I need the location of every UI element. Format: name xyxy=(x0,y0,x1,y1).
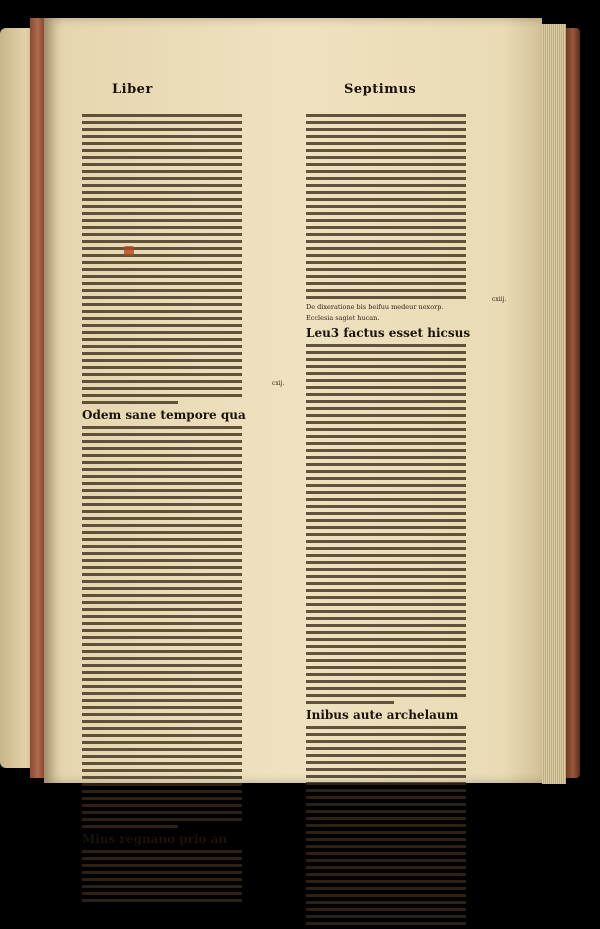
text-line xyxy=(82,380,242,383)
text-line xyxy=(306,365,466,368)
text-line xyxy=(306,687,466,690)
text-line xyxy=(82,685,242,688)
text-line xyxy=(82,128,242,131)
text-line xyxy=(306,922,466,925)
text-line xyxy=(306,901,466,904)
text-line xyxy=(306,915,466,918)
text-line xyxy=(82,219,242,222)
text-line xyxy=(306,575,466,578)
text-line xyxy=(82,825,178,828)
text-line xyxy=(82,713,242,716)
text-line xyxy=(82,401,178,404)
text-line xyxy=(306,747,466,750)
text-line xyxy=(306,247,466,250)
text-line xyxy=(306,205,466,208)
text-line xyxy=(82,503,242,506)
section-heading: Leu3 factus esset hicsus xyxy=(306,326,471,340)
text-line xyxy=(306,610,466,613)
text-line xyxy=(82,426,242,429)
text-line xyxy=(82,538,242,541)
text-line xyxy=(306,782,466,785)
text-line xyxy=(82,454,242,457)
text-line xyxy=(82,545,242,548)
text-line xyxy=(306,114,466,117)
folio-right: cxiij. xyxy=(492,296,507,303)
text-line xyxy=(82,692,242,695)
text-line xyxy=(306,561,466,564)
text-line xyxy=(306,789,466,792)
text-line xyxy=(306,142,466,145)
text-line xyxy=(82,734,242,737)
text-line xyxy=(306,887,466,890)
text-line xyxy=(82,254,242,257)
text-line xyxy=(82,615,242,618)
text-line xyxy=(82,135,242,138)
text-line xyxy=(306,226,466,229)
text-line xyxy=(306,156,466,159)
text-line xyxy=(306,568,466,571)
text-line xyxy=(306,351,466,354)
text-line xyxy=(82,191,242,194)
text-line xyxy=(82,762,242,765)
text-line xyxy=(306,184,466,187)
text-line xyxy=(82,650,242,653)
text-line xyxy=(82,531,242,534)
text-line xyxy=(82,885,242,888)
text-line xyxy=(82,261,242,264)
text-line xyxy=(82,864,242,867)
text-line xyxy=(306,198,466,201)
text-line xyxy=(306,838,466,841)
text-line xyxy=(306,617,466,620)
text-line xyxy=(82,899,242,902)
text-line xyxy=(306,421,466,424)
text-line xyxy=(82,573,242,576)
text-line xyxy=(82,226,242,229)
text-line xyxy=(306,386,466,389)
text-line xyxy=(82,608,242,611)
text-line xyxy=(82,331,242,334)
text-line xyxy=(82,114,242,117)
text-line xyxy=(306,873,466,876)
text-line xyxy=(82,475,242,478)
text-line xyxy=(306,505,466,508)
text-line xyxy=(82,871,242,874)
text-line xyxy=(306,540,466,543)
text-line xyxy=(306,768,466,771)
right-column xyxy=(306,114,471,929)
text-line xyxy=(306,775,466,778)
text-line xyxy=(306,894,466,897)
text-line xyxy=(82,559,242,562)
text-line xyxy=(82,804,242,807)
text-line xyxy=(306,463,466,466)
text-line xyxy=(306,908,466,911)
text-line xyxy=(306,275,466,278)
text-line xyxy=(82,184,242,187)
text-line xyxy=(306,379,466,382)
text-line xyxy=(82,797,242,800)
text-line xyxy=(306,519,466,522)
text-line xyxy=(82,303,242,306)
text-line xyxy=(82,818,242,821)
page xyxy=(44,18,542,846)
text-line xyxy=(306,170,466,173)
text-line xyxy=(306,596,466,599)
text-line xyxy=(306,547,466,550)
text-line xyxy=(306,673,466,676)
text-line xyxy=(82,510,242,513)
text-line xyxy=(306,212,466,215)
text-line xyxy=(82,352,242,355)
text-line xyxy=(82,373,242,376)
text-line xyxy=(306,880,466,883)
text-line xyxy=(306,796,466,799)
text-line xyxy=(82,587,242,590)
section-heading: Inibus aute archelaum xyxy=(306,708,459,722)
text-line xyxy=(306,680,466,683)
section-heading: Mius regnano prio an xyxy=(82,832,228,846)
text-line xyxy=(306,631,466,634)
text-line xyxy=(306,254,466,257)
text-line xyxy=(82,878,242,881)
text-line xyxy=(306,761,466,764)
text-line xyxy=(306,477,466,480)
text-line xyxy=(82,163,242,166)
header-right: Septimus xyxy=(344,82,417,97)
text-line xyxy=(306,128,466,131)
text-line xyxy=(306,659,466,662)
text-line xyxy=(306,831,466,834)
text-line xyxy=(82,212,242,215)
text-line xyxy=(82,790,242,793)
text-line xyxy=(82,783,242,786)
text-line xyxy=(82,741,242,744)
text-line xyxy=(306,512,466,515)
text-line xyxy=(306,135,466,138)
text-line xyxy=(82,394,242,397)
text-line xyxy=(306,470,466,473)
text-line xyxy=(82,296,242,299)
text-line xyxy=(306,498,466,501)
text-line xyxy=(82,440,242,443)
text-line xyxy=(82,198,242,201)
text-line xyxy=(82,489,242,492)
text-line xyxy=(82,892,242,895)
text-line xyxy=(306,233,466,236)
text-line xyxy=(306,484,466,487)
text-line xyxy=(306,296,466,299)
text-line xyxy=(306,358,466,361)
text-line xyxy=(82,170,242,173)
text-line xyxy=(306,554,466,557)
text-line xyxy=(306,261,466,264)
text-line xyxy=(306,163,466,166)
text-line xyxy=(306,652,466,655)
text-line xyxy=(306,442,466,445)
text-line xyxy=(82,268,242,271)
text-line xyxy=(82,324,242,327)
text-line xyxy=(306,810,466,813)
text-line xyxy=(306,407,466,410)
text-line xyxy=(306,533,466,536)
text-line xyxy=(306,526,466,529)
text-line xyxy=(306,149,466,152)
text-line xyxy=(306,289,466,292)
text-line xyxy=(306,491,466,494)
rubric-mark xyxy=(124,246,134,256)
text-line xyxy=(306,268,466,271)
cover-edge xyxy=(566,28,580,778)
text-line xyxy=(82,769,242,772)
text-line xyxy=(306,282,466,285)
text-line xyxy=(82,601,242,604)
text-line xyxy=(306,393,466,396)
text-line xyxy=(82,643,242,646)
text-line xyxy=(82,275,242,278)
text-line xyxy=(82,433,242,436)
text-line xyxy=(306,726,466,729)
text-line xyxy=(306,449,466,452)
text-line xyxy=(306,456,466,459)
text-line xyxy=(306,435,466,438)
header-left: Liber xyxy=(112,82,153,97)
text-line xyxy=(306,845,466,848)
text-line xyxy=(82,289,242,292)
text-line xyxy=(82,205,242,208)
text-line xyxy=(306,817,466,820)
text-line xyxy=(82,142,242,145)
text-line xyxy=(306,603,466,606)
text-line xyxy=(306,589,466,592)
text-line xyxy=(82,776,242,779)
text-line xyxy=(82,517,242,520)
text-line xyxy=(82,657,242,660)
subheading: De dixeratione bis beifuu medeur nexorp. xyxy=(306,303,444,311)
text-line xyxy=(82,345,242,348)
text-line xyxy=(82,748,242,751)
text-line xyxy=(82,468,242,471)
text-line xyxy=(82,755,242,758)
text-line xyxy=(306,219,466,222)
text-line xyxy=(306,400,466,403)
text-line xyxy=(306,428,466,431)
text-line xyxy=(82,727,242,730)
text-line xyxy=(306,191,466,194)
text-line xyxy=(82,482,242,485)
text-line xyxy=(82,580,242,583)
text-line xyxy=(306,859,466,862)
text-line xyxy=(82,240,242,243)
text-line xyxy=(306,701,394,704)
text-line xyxy=(82,149,242,152)
text-line xyxy=(82,359,242,362)
text-line xyxy=(306,344,466,347)
text-line xyxy=(82,857,242,860)
text-line xyxy=(82,387,242,390)
text-line xyxy=(82,664,242,667)
text-line xyxy=(82,366,242,369)
section-heading: Odem sane tempore qua xyxy=(82,408,246,422)
text-line xyxy=(306,414,466,417)
text-line xyxy=(306,121,466,124)
text-line xyxy=(82,156,242,159)
text-line xyxy=(82,720,242,723)
text-line xyxy=(306,754,466,757)
text-line xyxy=(306,666,466,669)
text-line xyxy=(82,447,242,450)
text-line xyxy=(306,824,466,827)
text-line xyxy=(82,622,242,625)
text-line xyxy=(306,733,466,736)
text-line xyxy=(82,338,242,341)
text-line xyxy=(306,803,466,806)
text-line xyxy=(306,582,466,585)
text-line xyxy=(306,645,466,648)
text-line xyxy=(82,699,242,702)
text-line xyxy=(82,552,242,555)
text-line xyxy=(82,811,242,814)
text-line xyxy=(82,566,242,569)
text-line xyxy=(82,121,242,124)
text-line xyxy=(82,678,242,681)
text-line xyxy=(82,317,242,320)
text-line xyxy=(82,524,242,527)
book xyxy=(0,18,600,846)
text-line xyxy=(306,694,466,697)
folio-left: cxij. xyxy=(272,380,285,387)
left-column xyxy=(82,114,246,906)
text-line xyxy=(82,671,242,674)
text-line xyxy=(82,247,242,250)
text-line xyxy=(82,461,242,464)
subheading: Ecclesia sagiet hucan. xyxy=(306,314,380,322)
text-line xyxy=(306,866,466,869)
text-line xyxy=(82,706,242,709)
text-line xyxy=(82,594,242,597)
text-line xyxy=(306,240,466,243)
text-line xyxy=(306,638,466,641)
text-line xyxy=(306,372,466,375)
text-line xyxy=(306,852,466,855)
text-line xyxy=(306,177,466,180)
text-line xyxy=(82,233,242,236)
text-line xyxy=(82,282,242,285)
text-line xyxy=(306,740,466,743)
fore-edge xyxy=(542,24,566,784)
text-line xyxy=(82,177,242,180)
text-line xyxy=(82,310,242,313)
text-line xyxy=(82,629,242,632)
text-line xyxy=(82,496,242,499)
text-line xyxy=(82,850,242,853)
text-line xyxy=(82,636,242,639)
text-line xyxy=(306,624,466,627)
